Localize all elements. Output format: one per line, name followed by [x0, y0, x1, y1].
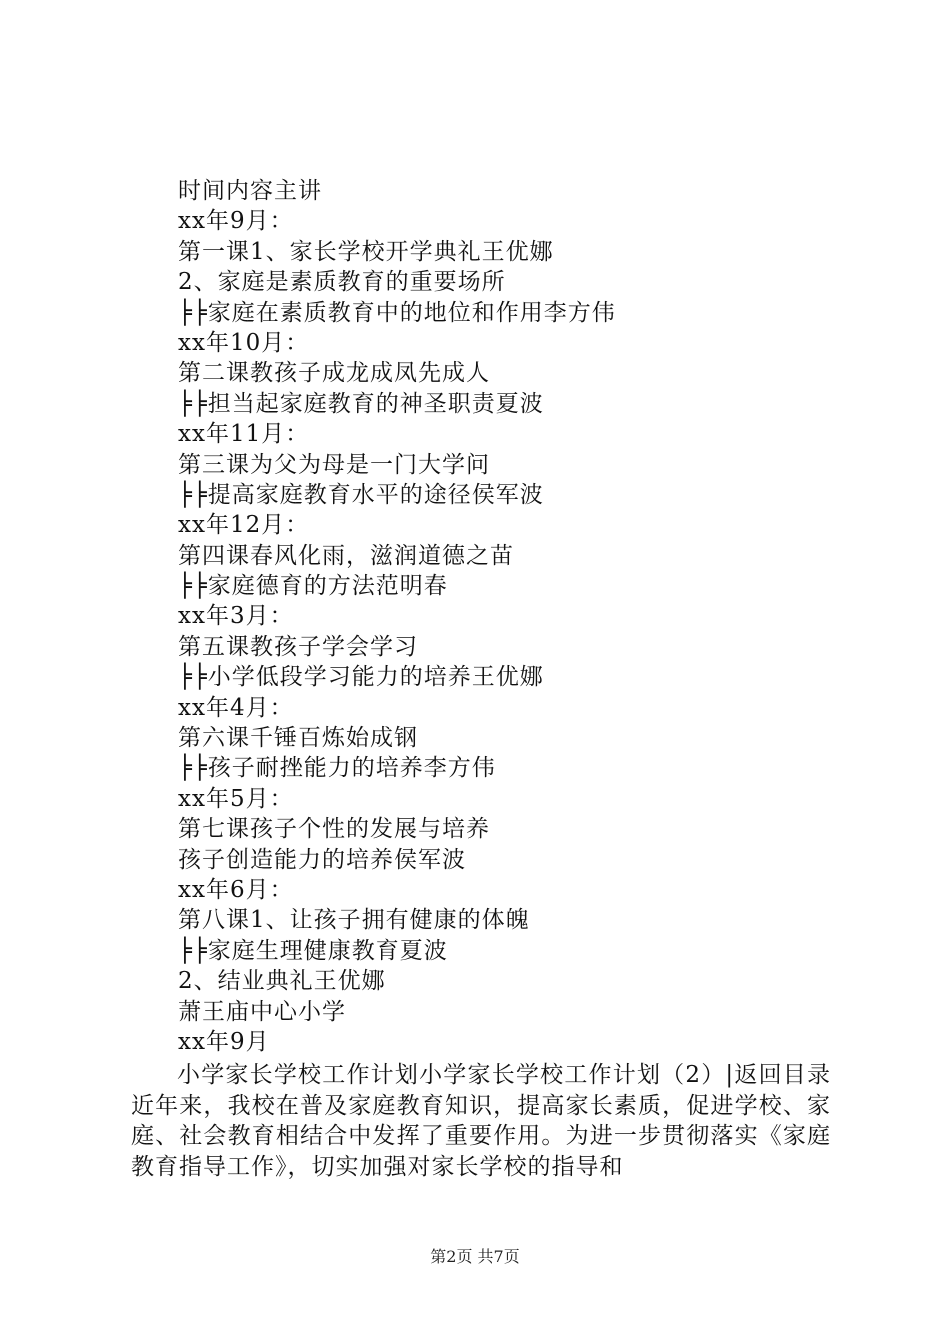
line-topic: 孩子创造能力的培养侯军波: [178, 846, 466, 873]
line-date: xx年9月: [178, 1028, 270, 1055]
line-date: xx年3月：: [178, 603, 294, 630]
line-header: 时间内容主讲: [178, 178, 322, 204]
line-school-name: 萧王庙中心小学: [178, 998, 346, 1025]
line-lesson: 第八课1、让孩子拥有健康的体魄: [178, 907, 530, 934]
line-lesson: 第三课为父为母是一门大学问: [178, 451, 490, 478]
line-topic: ╞╞家庭生理健康教育夏波: [178, 937, 448, 964]
line-lesson: 第一课1、家长学校开学典礼王优娜: [178, 238, 554, 265]
line-topic: ╞╞家庭在素质教育中的地位和作用李方伟: [178, 299, 616, 326]
line-date: xx年11月：: [178, 421, 310, 448]
line-lesson: 第六课千锤百炼始成钢: [178, 725, 418, 752]
line-topic: ╞╞担当起家庭教育的神圣职责夏波: [178, 390, 544, 417]
line-date: xx年4月：: [178, 694, 294, 721]
line-topic: 2、结业典礼王优娜: [178, 968, 386, 995]
line-date: xx年9月：: [178, 208, 294, 235]
line-topic: 2、家庭是素质教育的重要场所: [178, 269, 506, 296]
line-date: xx年6月：: [178, 876, 294, 903]
page-footer: 第2页 共7页: [430, 1247, 520, 1266]
line-date: xx年10月：: [178, 329, 310, 356]
line-lesson: 第四课春风化雨，滋润道德之苗: [178, 542, 514, 569]
line-date: xx年12月：: [178, 512, 310, 539]
line-lesson: 第二课教孩子成龙成凤先成人: [178, 360, 490, 387]
line-lesson: 第七课孩子个性的发展与培养: [178, 816, 490, 843]
line-lesson: 第五课教孩子学会学习: [178, 633, 418, 660]
schedule-lines: [178, 176, 858, 1057]
line-topic: ╞╞提高家庭教育水平的途径侯军波: [178, 481, 544, 508]
line-date: xx年5月：: [178, 785, 294, 812]
line-topic: ╞╞孩子耐挫能力的培养李方伟: [178, 755, 496, 782]
body-paragraph: 小学家长学校工作计划小学家长学校工作计划（2）|返回目录近年来，我校在普及家庭教育知识，提高家长素质，促进学校、家庭、社会教育相结合中发挥了重要作用。为进一步贯彻落实《家庭教育指导工作》，切实加强对家长学校的指导和: [131, 1062, 831, 1180]
line-topic: ╞╞家庭德育的方法范明春: [178, 573, 448, 600]
line-topic: ╞╞小学低段学习能力的培养王优娜: [178, 664, 544, 691]
